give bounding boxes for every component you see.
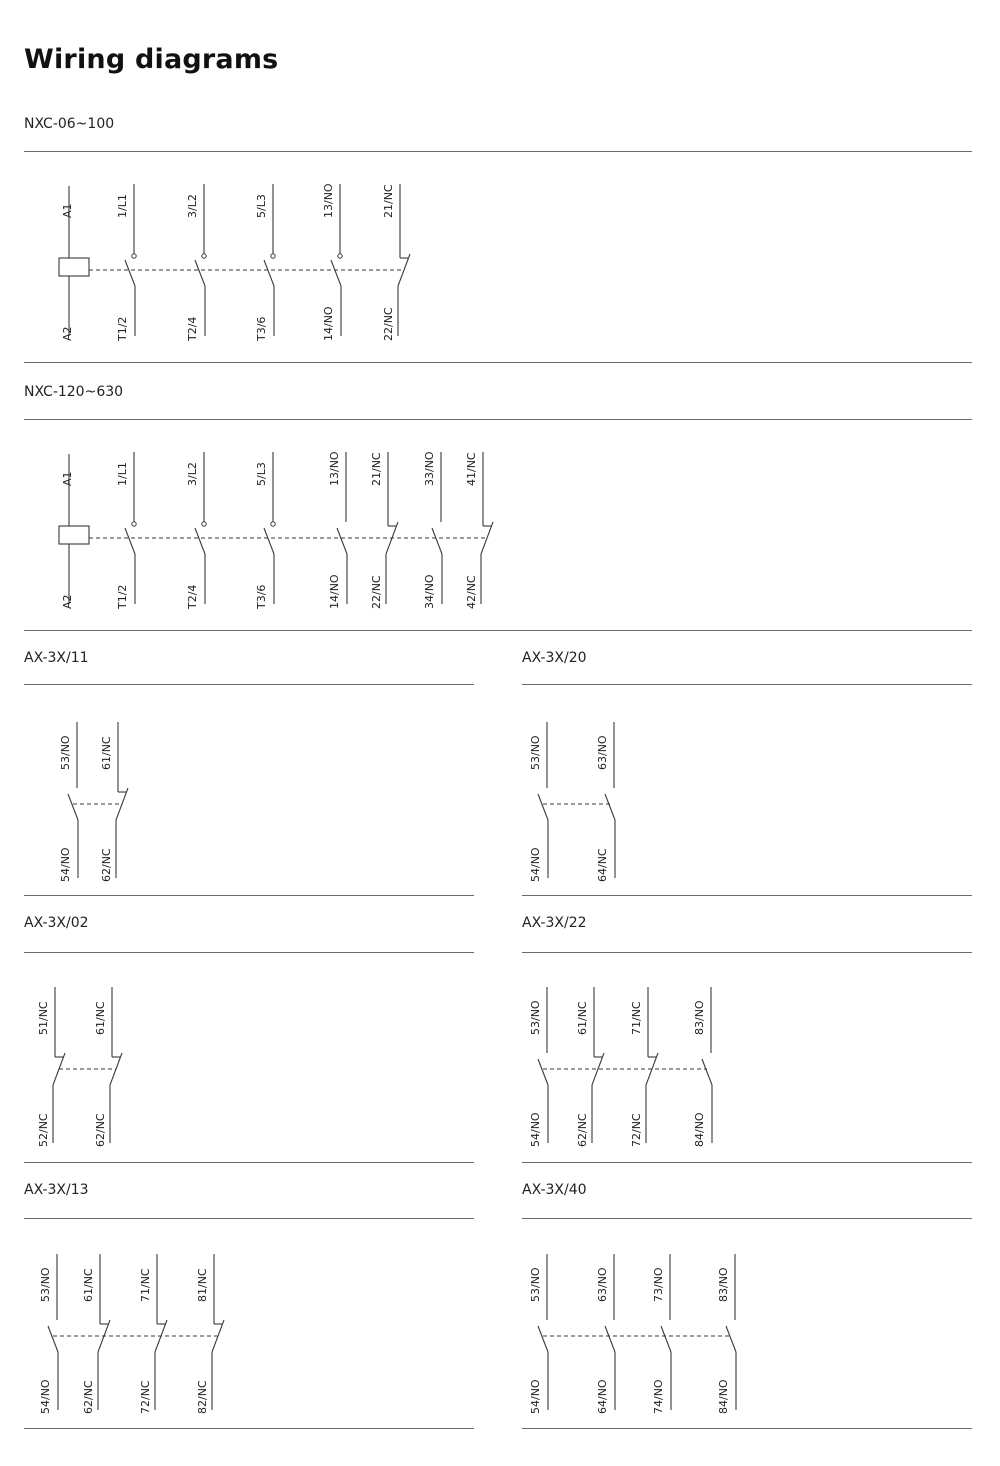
terminal-label: 83/NO [717,1267,730,1302]
terminal-label: 62/NC [82,1380,95,1414]
terminal-label: 1/L1 [116,462,129,486]
terminal-label: 33/NO [423,451,436,486]
contact-blade [538,794,548,820]
diagram-section [522,1182,972,1430]
contact-blade [195,528,205,554]
diagram-section [24,650,474,897]
terminal-label: 3/L2 [186,462,199,486]
terminal-label: 34/NO [423,574,436,609]
coil-terminal-label: A1 [61,471,74,486]
section-divider [24,151,972,152]
section-divider [522,1218,972,1219]
page-title: Wiring diagrams [24,44,279,75]
contact-blade [264,260,274,286]
section-divider [522,1162,972,1163]
terminal-label: 54/NO [39,1379,52,1414]
contact-blade [125,528,135,554]
wiring-diagram [522,710,972,880]
section-title: AX-3X/20 [522,650,587,666]
section-divider [24,952,474,953]
terminal-label: T1/2 [116,316,129,341]
wiring-diagram [24,710,474,880]
terminal-icon [338,254,342,258]
terminal-label: 64/NC [596,848,609,882]
section-title: AX-3X/40 [522,1182,587,1198]
terminal-label: 71/NC [630,1001,643,1035]
section-divider [24,684,474,685]
terminal-label: 64/NO [596,1379,609,1414]
terminal-label: T3/6 [255,316,268,341]
contact-blade [337,528,347,554]
contact-blade [702,1059,712,1085]
contact-blade [605,794,615,820]
contact-blade [538,1059,548,1085]
terminal-label: 72/NC [630,1113,643,1147]
section-title: AX-3X/02 [24,915,89,931]
terminal-label: 82/NC [196,1380,209,1414]
contact-blade [432,528,442,554]
coil-icon [59,526,89,544]
terminal-icon [271,254,275,258]
terminal-label: T2/4 [186,316,199,341]
section-divider [24,630,972,631]
coil-terminal-label: A1 [61,203,74,218]
wiring-diagram [24,176,972,346]
terminal-label: 54/NO [529,1379,542,1414]
terminal-label: 61/NC [82,1268,95,1302]
section-title: NXC-06~100 [24,116,115,132]
diagram-section [24,915,474,1164]
terminal-icon [132,522,136,526]
section-title: AX-3X/11 [24,650,89,666]
terminal-label: 54/NO [529,847,542,882]
section-divider [522,684,972,685]
wiring-diagram [522,1242,972,1412]
coil-terminal-label: A2 [61,594,74,609]
contact-blade [661,1326,671,1352]
terminal-label: 81/NC [196,1268,209,1302]
terminal-label: 52/NC [37,1113,50,1147]
terminal-label: T3/6 [255,584,268,609]
section-divider [522,895,972,896]
section-title: NXC-120~630 [24,384,124,400]
diagram-section [24,384,972,632]
section-divider [24,895,474,896]
wiring-diagram [24,975,474,1145]
terminal-label: T1/2 [116,584,129,609]
terminal-label: 22/NC [370,575,383,609]
contact-blade [48,1326,58,1352]
terminal-icon [271,522,275,526]
terminal-label: 61/NC [94,1001,107,1035]
terminal-label: 63/NO [596,1267,609,1302]
terminal-label: 53/NO [529,1267,542,1302]
terminal-label: 22/NC [382,307,395,341]
section-title: AX-3X/22 [522,915,587,931]
contact-blade [264,528,274,554]
terminal-label: 5/L3 [255,194,268,218]
terminal-label: 74/NO [652,1379,665,1414]
terminal-label: 5/L3 [255,462,268,486]
wiring-diagram [522,975,972,1145]
terminal-label: 14/NO [328,574,341,609]
terminal-label: T2/4 [186,584,199,609]
terminal-label: 62/NC [94,1113,107,1147]
section-title: AX-3X/13 [24,1182,89,1198]
terminal-icon [132,254,136,258]
terminal-label: 63/NO [596,735,609,770]
terminal-label: 62/NC [100,848,113,882]
terminal-label: 13/NO [328,451,341,486]
terminal-label: 54/NO [529,1112,542,1147]
wiring-diagram [24,1242,474,1412]
terminal-label: 21/NC [382,184,395,218]
terminal-label: 53/NO [529,1000,542,1035]
contact-blade [68,794,78,820]
terminal-label: 53/NO [529,735,542,770]
terminal-label: 21/NC [370,452,383,486]
terminal-label: 71/NC [139,1268,152,1302]
contact-blade [538,1326,548,1352]
diagram-section [522,915,972,1164]
terminal-icon [202,254,206,258]
terminal-label: 54/NO [59,847,72,882]
coil-terminal-label: A2 [61,326,74,341]
section-divider [24,419,972,420]
terminal-label: 41/NC [465,452,478,486]
terminal-label: 53/NO [39,1267,52,1302]
terminal-label: 1/L1 [116,194,129,218]
contact-blade [726,1326,736,1352]
contact-blade [331,260,341,286]
terminal-label: 13/NO [322,183,335,218]
section-divider [24,1162,474,1163]
section-divider [522,1428,972,1429]
terminal-label: 61/NC [100,736,113,770]
terminal-label: 72/NC [139,1380,152,1414]
terminal-label: 73/NO [652,1267,665,1302]
terminal-label: 53/NO [59,735,72,770]
terminal-label: 3/L2 [186,194,199,218]
contact-blade [195,260,205,286]
terminal-label: 83/NO [693,1000,706,1035]
contact-blade [125,260,135,286]
terminal-label: 61/NC [576,1001,589,1035]
terminal-label: 84/NO [717,1379,730,1414]
diagram-section [24,116,972,364]
coil-icon [59,258,89,276]
contact-blade [605,1326,615,1352]
terminal-label: 51/NC [37,1001,50,1035]
section-divider [24,362,972,363]
diagram-section [24,1182,474,1430]
terminal-label: 62/NC [576,1113,589,1147]
section-divider [24,1428,474,1429]
terminal-icon [202,522,206,526]
section-divider [522,952,972,953]
diagram-section [522,650,972,897]
terminal-label: 42/NC [465,575,478,609]
terminal-label: 14/NO [322,306,335,341]
section-divider [24,1218,474,1219]
terminal-label: 84/NO [693,1112,706,1147]
wiring-diagram [24,444,972,614]
